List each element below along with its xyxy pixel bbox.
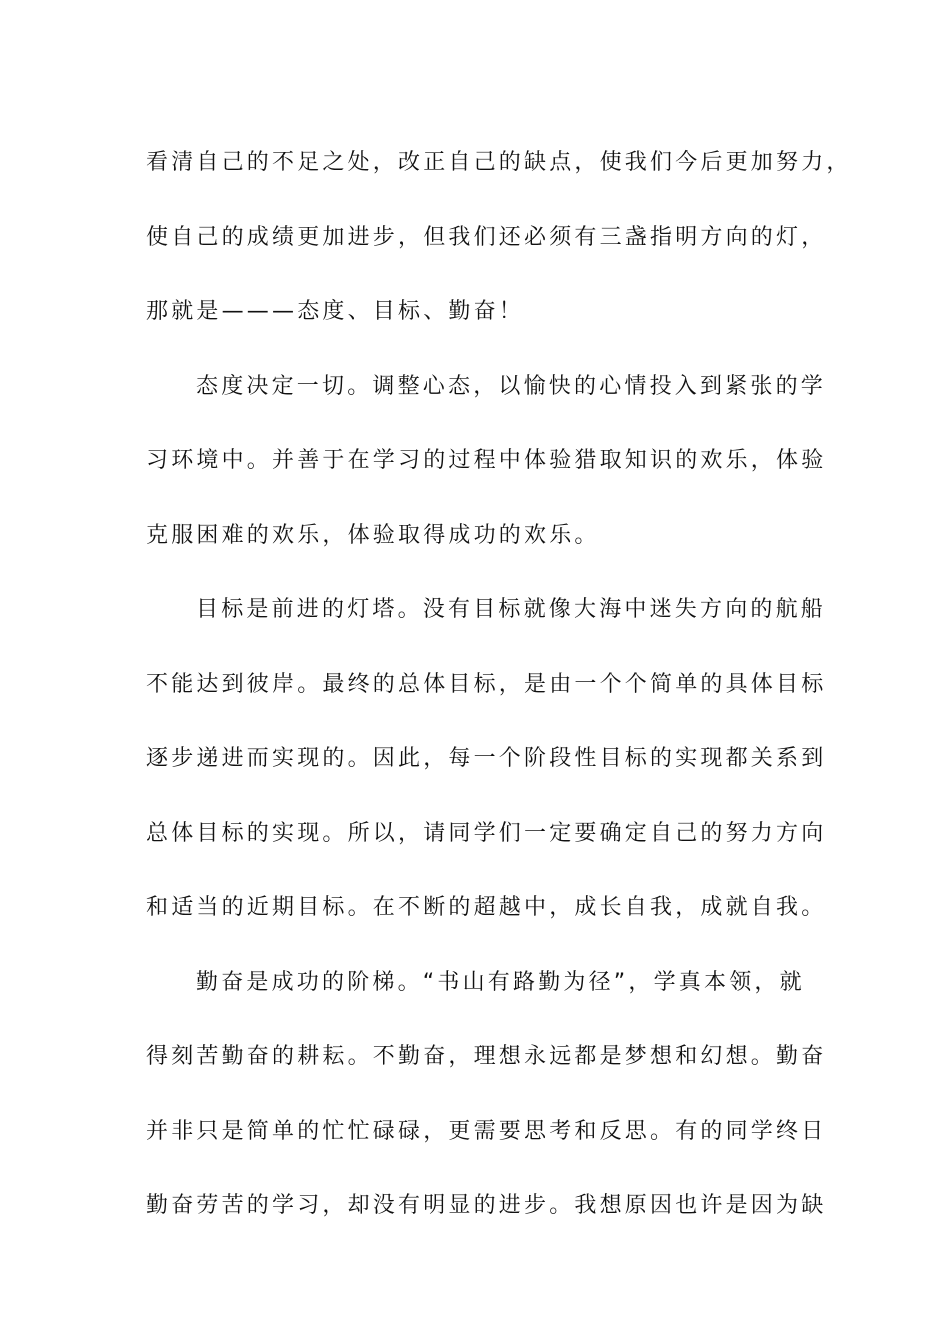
text-line: 勤奋劳苦的学习，却没有明显的进步。我想原因也许是因为缺 (146, 1193, 827, 1218)
text-line: 不能达到彼岸。最终的总体目标，是由一个个简单的具体目标 (146, 671, 827, 697)
text-line: 态度决定一切。调整心态，以愉快的心情投入到紧张的学 (196, 373, 827, 399)
text-line: 克服困难的欢乐，体验取得成功的欢乐。 (146, 522, 600, 548)
text-line: 总体目标的实现。所以，请同学们一定要确定自己的努力方向 (146, 820, 827, 846)
text-line: 勤奋是成功的阶梯。“书山有路勤为径”，学真本领，就 (196, 969, 805, 995)
paragraph-diligence (146, 946, 826, 1244)
text-line: 得刻苦勤奋的耕耘。不勤奋，理想永远都是梦想和幻想。勤奋 (146, 1044, 827, 1069)
text-line: 习环境中。并善于在学习的过程中体验猎取知识的欢乐，体验 (146, 448, 827, 473)
document-body (146, 126, 852, 1244)
paragraph-continuation (146, 126, 852, 350)
text-line: 那就是———态度、目标、勤奋！ (146, 299, 525, 324)
paragraph-attitude (146, 350, 826, 574)
text-line: 和适当的近期目标。在不断的超越中，成长自我，成就自我。 (146, 895, 827, 920)
text-line: 逐步递进而实现的。因此，每一个阶段性目标的实现都关系到 (146, 746, 827, 771)
text-line: 看清自己的不足之处，改正自己的缺点，使我们今后更加努力， (146, 150, 852, 175)
text-line: 使自己的成绩更加进步，但我们还必须有三盏指明方向的灯， (146, 224, 827, 250)
paragraph-goal (146, 573, 826, 946)
text-line: 目标是前进的灯塔。没有目标就像大海中迷失方向的航船 (196, 597, 827, 622)
text-line: 并非只是简单的忙忙碌碌，更需要思考和反思。有的同学终日 (146, 1118, 827, 1144)
